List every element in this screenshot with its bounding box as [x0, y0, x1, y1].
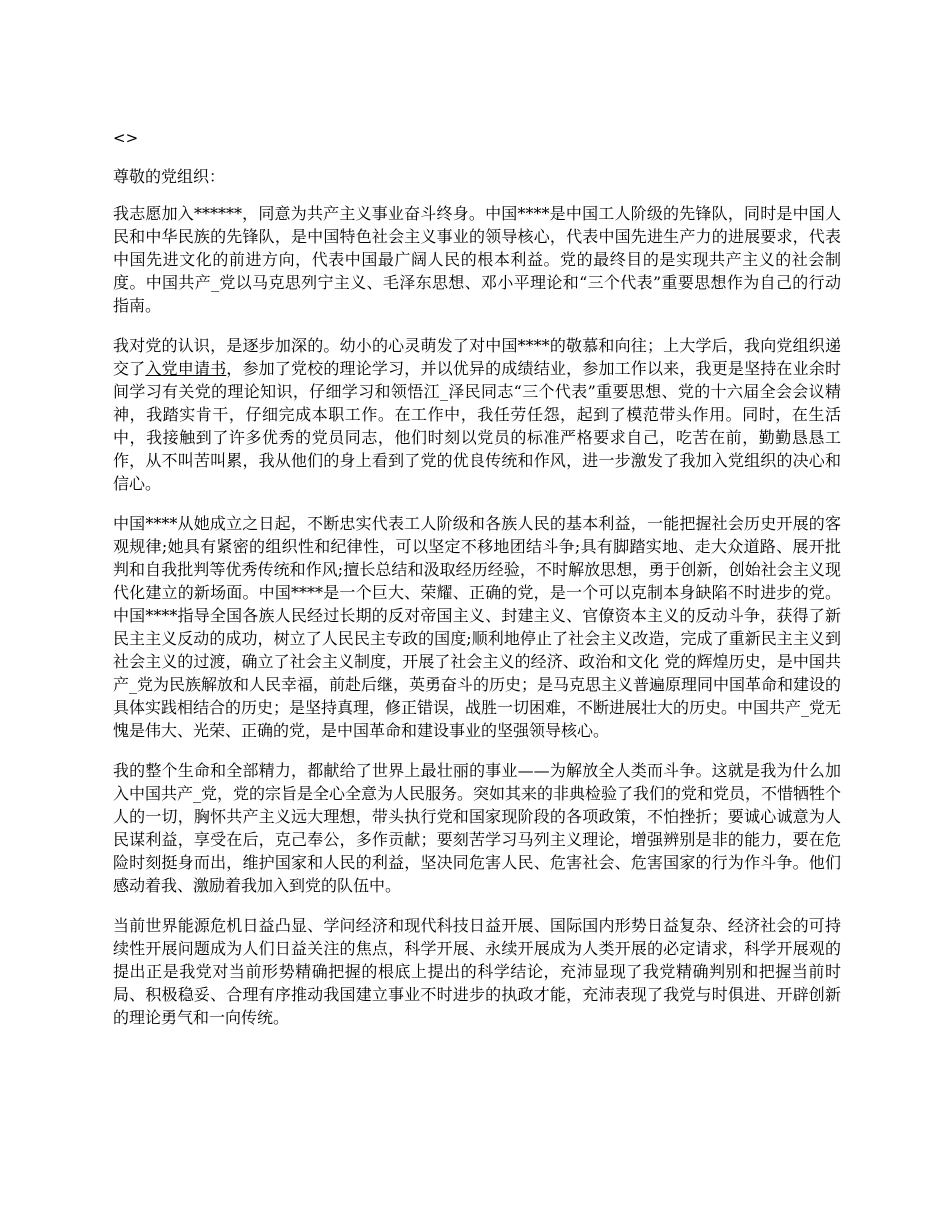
paragraph-5: 当前世界能源危机日益凸显、学问经济和现代科技日益开展、国际国内形势日益复杂、经济社会的可持续性开展问题成为人们日益关注的焦点，科学开展、永续开展成为人类开展的必定请求，科学开展观的提出正是我党对当前形势精确把握的根底上提出的科学结论，充沛显现了我党精确判别和把握当前时局、积极稳妥、合理有序推动我国建立事业不时进步的执政才能，充沛表现了我党与时俱进、开辟创新的理论勇气和一向传统。 [113, 916, 841, 1027]
paragraph-1: 我志愿加入******，同意为共产主义事业奋斗终身。中国****是中国工人阶级的先锋队，同时是中国人民和中华民族的先锋队，是中国特色社会主义事业的领导核心，代表中国先进生产力的进展要求，代表中国先进文化的前进方向，代表中国最广阔人民的根本利益。党的最终目的是实现共产主义的社会制度。中国共产_党以马克思列宁主义、毛泽东思想、邓小平理论和“三个代表”重要思想作为自己的行动指南。 [113, 204, 841, 315]
paragraph-2-text-start: 我对党的认识，是逐步加深的。幼小的心灵萌发了对中国****的敬慕和向往；上大学后，我向党组织递交了 [113, 336, 841, 378]
salutation: 尊敬的党组织： [113, 167, 226, 186]
page-marker: <> [113, 129, 139, 147]
application-letter-link[interactable]: 入党申请书 [145, 359, 227, 378]
paragraph-2-text-end: ，参加了党校的理论学习，并以优异的成绩结业，参加工作以来，我更是坚持在业余时间学习有关党的理论知识，仔细学习和领悟江_泽民同志“三个代表”重要思想、党的十六届全会会议精神，我踏实肯干，仔细完成本职工作。在工作中，我任劳任怨，起到了模范带头作用。同时，在生活中，我接触到了许多优秀的党员同志，他们时刻以党员的标准严格要求自己，吃苦在前，勤勤恳恳工作，从不叫苦叫累，我从他们的身上看到了党的优良传统和作风，进一步激发了我加入党组织的决心和信心。 [113, 359, 841, 493]
document-page [113, 128, 841, 1046]
paragraph-3: 中国****从她成立之日起，不断忠实代表工人阶级和各族人民的基本利益，一能把握社会历史开展的客观规律;她具有紧密的组织性和纪律性，可以坚定不移地团结斗争;具有脚踏实地、走大众道路、展开批判和自我批判等优秀传统和作风;擅长总结和汲取经历经验，不时解放思想，勇于创新，创始社会主义现代化建立的新场面。中国****是一个巨大、荣耀、正确的党，是一个可以克制本身缺陷不时进步的党。中国****指导全国各族人民经过长期的反对帝国主义、封建主义、官僚资本主义的反动斗争，获得了新民主主义反动的成功，树立了人民民主专政的国度;顺利地停止了社会主义改造，完成了重新民主主义到社会主义的过渡，确立了社会主义制度，开展了社会主义的经济、政治和文化 党的辉煌历史，是中国共产_党为民族解放和人民幸福，前赴后继，英勇奋斗的历史；是马克思主义普遍原理同中国革命和建设的具体实践相结合的历史；是坚持真理，修正错误，战胜一切困难，不断进展壮大的历史。中国共产_党无愧是伟大、光荣、正确的党，是中国革命和建设事业的坚强领导核心。 [113, 514, 842, 740]
paragraph-2 [113, 334, 841, 495]
paragraph-4: 我的整个生命和全部精力，都献给了世界上最壮丽的事业——为解放全人类而斗争。这就是我为什么加入中国共产_党，党的宗旨是全心全意为人民服务。突如其来的非典检验了我们的党和党员，不惜牺牲个人的一切，胸怀共产主义远大理想，带头执行党和国家现阶段的各项政策，不怕挫折；要诚心诚意为人民谋利益，享受在后，克己奉公，多作贡献；要刻苦学习马列主义理论，增强辨别是非的能力，要在危险时刻挺身而出，维护国家和人民的利益，坚决同危害人民、危害社会、危害国家的行为作斗争。他们感动着我、激励着我加入到党的队伍中。 [113, 761, 842, 895]
